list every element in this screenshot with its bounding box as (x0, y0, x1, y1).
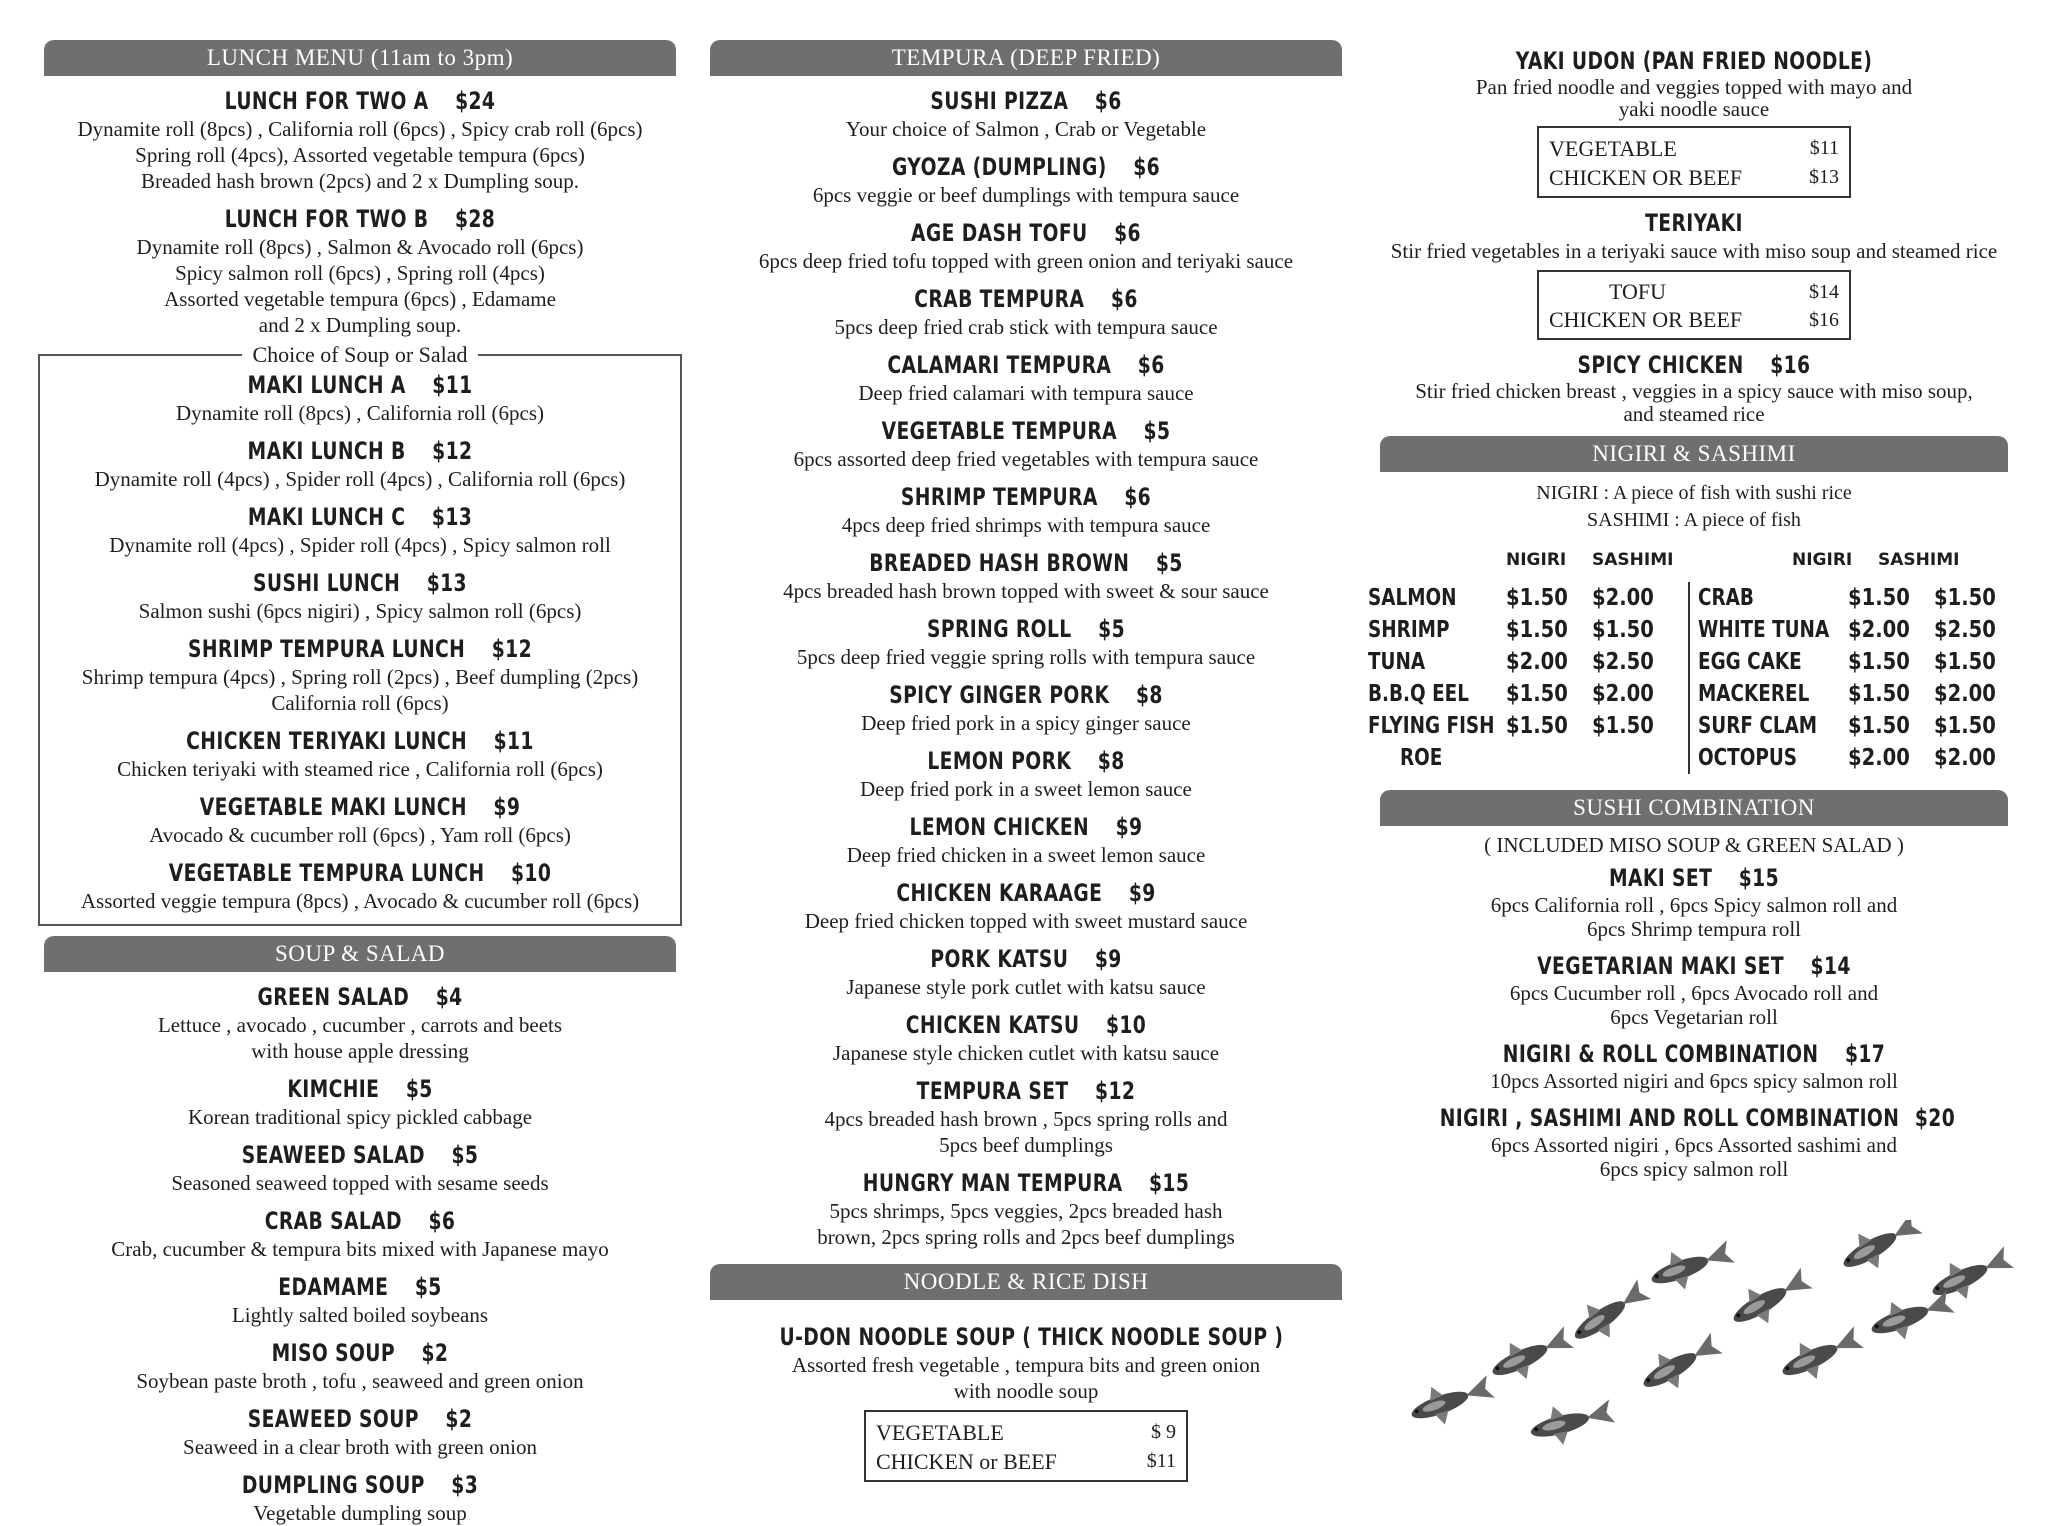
menu-item: MAKI LUNCH C $13 Dynamite roll (4pcs) , Spider roll (4pcs) , Spicy salmon roll (109, 503, 611, 557)
table-row: TUNA $2.00 $2.50 (1368, 649, 1654, 675)
table-row: SURF CLAM $1.50 $1.50 (1698, 713, 1996, 739)
menu-item: DUMPLING SOUP $3 Vegetable dumpling soup (241, 1471, 479, 1525)
column-lunch-soup (44, 0, 676, 1526)
section-header-noodle-rice: NOODLE & RICE DISH (710, 1264, 1342, 1300)
menu-item: PORK KATSU $9 Japanese style pork cutlet with katsu sauce (846, 945, 1206, 999)
nigiri-sashimi-table (1368, 582, 2020, 774)
menu-item: VEGETABLE MAKI LUNCH $9 Avocado & cucumber roll (6pcs) , Yam roll (6pcs) (149, 793, 571, 847)
section-header-sushi-combination: SUSHI COMBINATION (1380, 790, 2008, 826)
menu-item: MAKI LUNCH A $11 Dynamite roll (8pcs) , California roll (6pcs) (176, 371, 544, 425)
combination-note: ( INCLUDED MISO SOUP & GREEN SALAD ) (1484, 833, 1904, 857)
menu-item: GYOZA (DUMPLING) $6 6pcs veggie or beef dumplings with tempura sauce (812, 153, 1240, 207)
nigiri-table-right (1688, 582, 2020, 774)
menu-item: SHRIMP TEMPURA $6 4pcs deep fried shrimps with tempura sauce (841, 483, 1211, 537)
teriyaki-price-box: TOFU $14 CHICKEN OR BEEF $16 (1537, 270, 1851, 340)
table-row: EGG CAKE $1.50 $1.50 (1698, 649, 1996, 675)
choice-title: Choice of Soup or Salad (242, 342, 477, 367)
table-row: SHRIMP $1.50 $1.50 (1368, 617, 1654, 643)
udon-price-box: VEGETABLE $ 9 CHICKEN or BEEF $11 (864, 1410, 1188, 1482)
section-header-tempura: TEMPURA (DEEP FRIED) (710, 40, 1342, 76)
table-row: B.B.Q EEL $1.50 $2.00 (1368, 681, 1654, 707)
menu-item: BREADED HASH BROWN $5 4pcs breaded hash brown topped with sweet & sour sauce (783, 549, 1269, 603)
menu-item-teriyaki: TERIYAKI Stir fried vegetables in a teriyaki sauce with miso soup and steamed rice TOFU $14 CHICKEN OR BEEF $16 (1368, 208, 2020, 340)
menu-item: GREEN SALAD $4 Lettuce , avocado , cucumber , carrots and beets with house apple dressing (157, 983, 563, 1063)
menu-item: SEAWEED SALAD $5 Seasoned seaweed topped with sesame seeds (171, 1141, 549, 1195)
table-row: WHITE TUNA $2.00 $2.50 (1698, 617, 1996, 643)
table-row: CRAB $1.50 $1.50 (1698, 585, 1996, 611)
menu-item: MISO SOUP $2 Soybean paste broth , tofu , seaweed and green onion (136, 1339, 584, 1393)
menu-item: EDAMAME $5 Lightly salted boiled soybeans (231, 1273, 489, 1327)
menu-item: NIGIRI , SASHIMI AND ROLL COMBINATION $20 6pcs Assorted nigiri , 6pcs Assorted sashimi and 6pcs spicy salmon roll (1439, 1104, 1956, 1181)
menu-item: LUNCH FOR TWO B $28 Dynamite roll (8pcs) , Salmon & Avocado roll (6pcs) Spicy salmon roll (6pcs) , Spring roll (4pcs) Assorted vegetable tempura (6pcs) , Edamame and 2 x Dumpling soup. (136, 205, 584, 337)
menu-item: CHICKEN KARAAGE $9 Deep fried chicken topped with sweet mustard sauce (804, 879, 1248, 933)
menu-item-yaki-udon: YAKI UDON (PAN FRIED NOODLE) Pan fried noodle and veggies topped with mayo and yaki noodle sauce VEGETABLE $11 CHICKEN OR BEEF $13 (1368, 46, 2020, 198)
table-row: MACKEREL $1.50 $2.00 (1698, 681, 1996, 707)
menu-item: AGE DASH TOFU $6 6pcs deep fried tofu topped with green onion and teriyaki sauce (758, 219, 1294, 273)
menu-item: HUNGRY MAN TEMPURA $15 5pcs shrimps, 5pcs veggies, 2pcs breaded hash brown, 2pcs spring rolls and 2pcs beef dumplings (817, 1169, 1235, 1249)
choice-soup-salad-box (38, 342, 682, 926)
koi-fish-illustration (1400, 1220, 2020, 1450)
menu-item: TEMPURA SET $12 4pcs breaded hash brown , 5pcs spring rolls and 5pcs beef dumplings (824, 1077, 1228, 1157)
menu-item: CRAB TEMPURA $6 5pcs deep fried crab stick with tempura sauce (834, 285, 1218, 339)
menu-item: KIMCHIE $5 Korean traditional spicy pickled cabbage (187, 1075, 533, 1129)
menu-item: VEGETABLE TEMPURA LUNCH $10 Assorted veggie tempura (8pcs) , Avocado & cucumber roll (6pcs) (80, 859, 640, 913)
menu-item: LEMON PORK $8 Deep fried pork in a sweet lemon sauce (860, 747, 1192, 801)
menu-item: MAKI LUNCH B $12 Dynamite roll (4pcs) , Spider roll (4pcs) , California roll (6pcs) (94, 437, 626, 491)
menu-item-udon: U-DON NOODLE SOUP ( THICK NOODLE SOUP ) Assorted fresh vegetable , tempura bits and green onion with noodle soup VEGETABLE $ 9 CHICKEN or BEEF $11 (710, 1322, 1342, 1482)
column-tempura-noodle (710, 0, 1342, 1482)
menu-item: SHRIMP TEMPURA LUNCH $12 Shrimp tempura (4pcs) , Spring roll (2pcs) , Beef dumpling (2pcs) California roll (6pcs) (81, 635, 639, 715)
nigiri-table-left (1368, 582, 1688, 774)
menu-item: SUSHI PIZZA $6 Your choice of Salmon , Crab or Vegetable (845, 87, 1207, 141)
table-row: FLYING FISH $1.50 $1.50 (1368, 713, 1654, 739)
table-row: SALMON $1.50 $2.00 (1368, 585, 1654, 611)
menu-item: VEGETABLE TEMPURA $5 6pcs assorted deep fried vegetables with tempura sauce (793, 417, 1259, 471)
column-noodles-nigiri-combo: YAKI UDON (PAN FRIED NOODLE) Pan fried noodle and veggies topped with mayo and yaki noodle sauce VEGETABLE $11 CHICKEN OR BEEF $13 TERIYAKI Stir fried vegetables in a teriyaki sauce with miso soup and steamed rice TOFU $14 CHICKEN OR BEEF $16 SPICY CHICKEN $16 Stir fried chicken breast , veggies in a spicy sauce with miso soup, and steamed rice NIGIRI & SASHIMI NIGIRI : A piece of fish with sushi rice SASHIMI : A piece of fish NIGIRI SASHIMI NIGIRI SASHIMI SALMON $1.50 $2.00 SHRIMP $1.50 $1.50 TUNA $2.00 $2.50 B.B.Q EEL $1.50 $2.00 FLYING FISH $1.50 $1.50 ROE CRAB $1.50 $1.50 WHITE TUNA $2.00 $2.50 EGG CAKE $1.50 $1.50 MACKEREL $1.50 $2.00 SURF CLAM $1.50 $1.50 OCTOPUS $2.00 $2.00 SUSHI COMBINATION ( INCLUDED MISO SOUP & GREEN SALAD ) MAKI SET $15 6pcs California roll , 6pcs Spicy salmon roll and 6pcs Shrimp tempura roll VEGETARIAN MAKI SET $14 6pcs Cucumber roll , 6pcs Avocado roll and 6pcs Vegetarian roll NIGIRI & ROLL COMBINATION $17 10pcs Assorted nigiri and 6pcs spicy salmon roll NIGIRI , SASHIMI AND ROLL COMBINATION $20 6pcs Assorted nigiri , 6pcs Assorted sashimi and 6pcs spicy salmon roll (1368, 0, 2020, 1181)
menu-item: CALAMARI TEMPURA $6 Deep fried calamari with tempura sauce (858, 351, 1194, 405)
menu-item: SPRING ROLL $5 5pcs deep fried veggie spring rolls with tempura sauce (796, 615, 1256, 669)
yaki-price-box: VEGETABLE $11 CHICKEN OR BEEF $13 (1537, 126, 1851, 198)
menu-item: SEAWEED SOUP $2 Seaweed in a clear broth with green onion (183, 1405, 537, 1459)
table-row: ROE (1400, 745, 1443, 771)
section-header-lunch: LUNCH MENU (11am to 3pm) (44, 40, 676, 76)
menu-item: CRAB SALAD $6 Crab, cucumber & tempura bits mixed with Japanese mayo (111, 1207, 609, 1261)
menu-item: SUSHI LUNCH $13 Salmon sushi (6pcs nigiri) , Spicy salmon roll (6pcs) (138, 569, 582, 623)
menu-item: SPICY GINGER PORK $8 Deep fried pork in a spicy ginger sauce (861, 681, 1191, 735)
menu-item: MAKI SET $15 6pcs California roll , 6pcs Spicy salmon roll and 6pcs Shrimp tempura roll (1490, 864, 1898, 941)
menu-item: LEMON CHICKEN $9 Deep fried chicken in a sweet lemon sauce (846, 813, 1206, 867)
menu-item-spicy-chicken: SPICY CHICKEN $16 Stir fried chicken breast , veggies in a spicy sauce with miso soup, and steamed rice (1415, 351, 1973, 426)
section-header-nigiri-sashimi: NIGIRI & SASHIMI (1380, 436, 2008, 472)
section-header-soup-salad: SOUP & SALAD (44, 936, 676, 972)
menu-item: CHICKEN TERIYAKI LUNCH $11 Chicken teriyaki with steamed rice , California roll (6pcs) (117, 727, 603, 781)
table-row: OCTOPUS $2.00 $2.00 (1698, 745, 1996, 771)
menu-item: VEGETARIAN MAKI SET $14 6pcs Cucumber roll , 6pcs Avocado roll and 6pcs Vegetarian roll (1509, 952, 1879, 1029)
menu-item: CHICKEN KATSU $10 Japanese style chicken cutlet with katsu sauce (832, 1011, 1220, 1065)
nigiri-sashimi-column-headers: NIGIRI SASHIMI NIGIRI SASHIMI (1506, 550, 1960, 570)
menu-item: LUNCH FOR TWO A $24 Dynamite roll (8pcs) , California roll (6pcs) , Spicy crab roll (6pcs) Spring roll (4pcs), Assorted vegetable tempura (6pcs) Breaded hash brown (2pcs) and 2 x Dumpling soup. (77, 87, 643, 193)
menu-item: NIGIRI & ROLL COMBINATION $17 10pcs Assorted nigiri and 6pcs spicy salmon roll (1490, 1040, 1898, 1093)
